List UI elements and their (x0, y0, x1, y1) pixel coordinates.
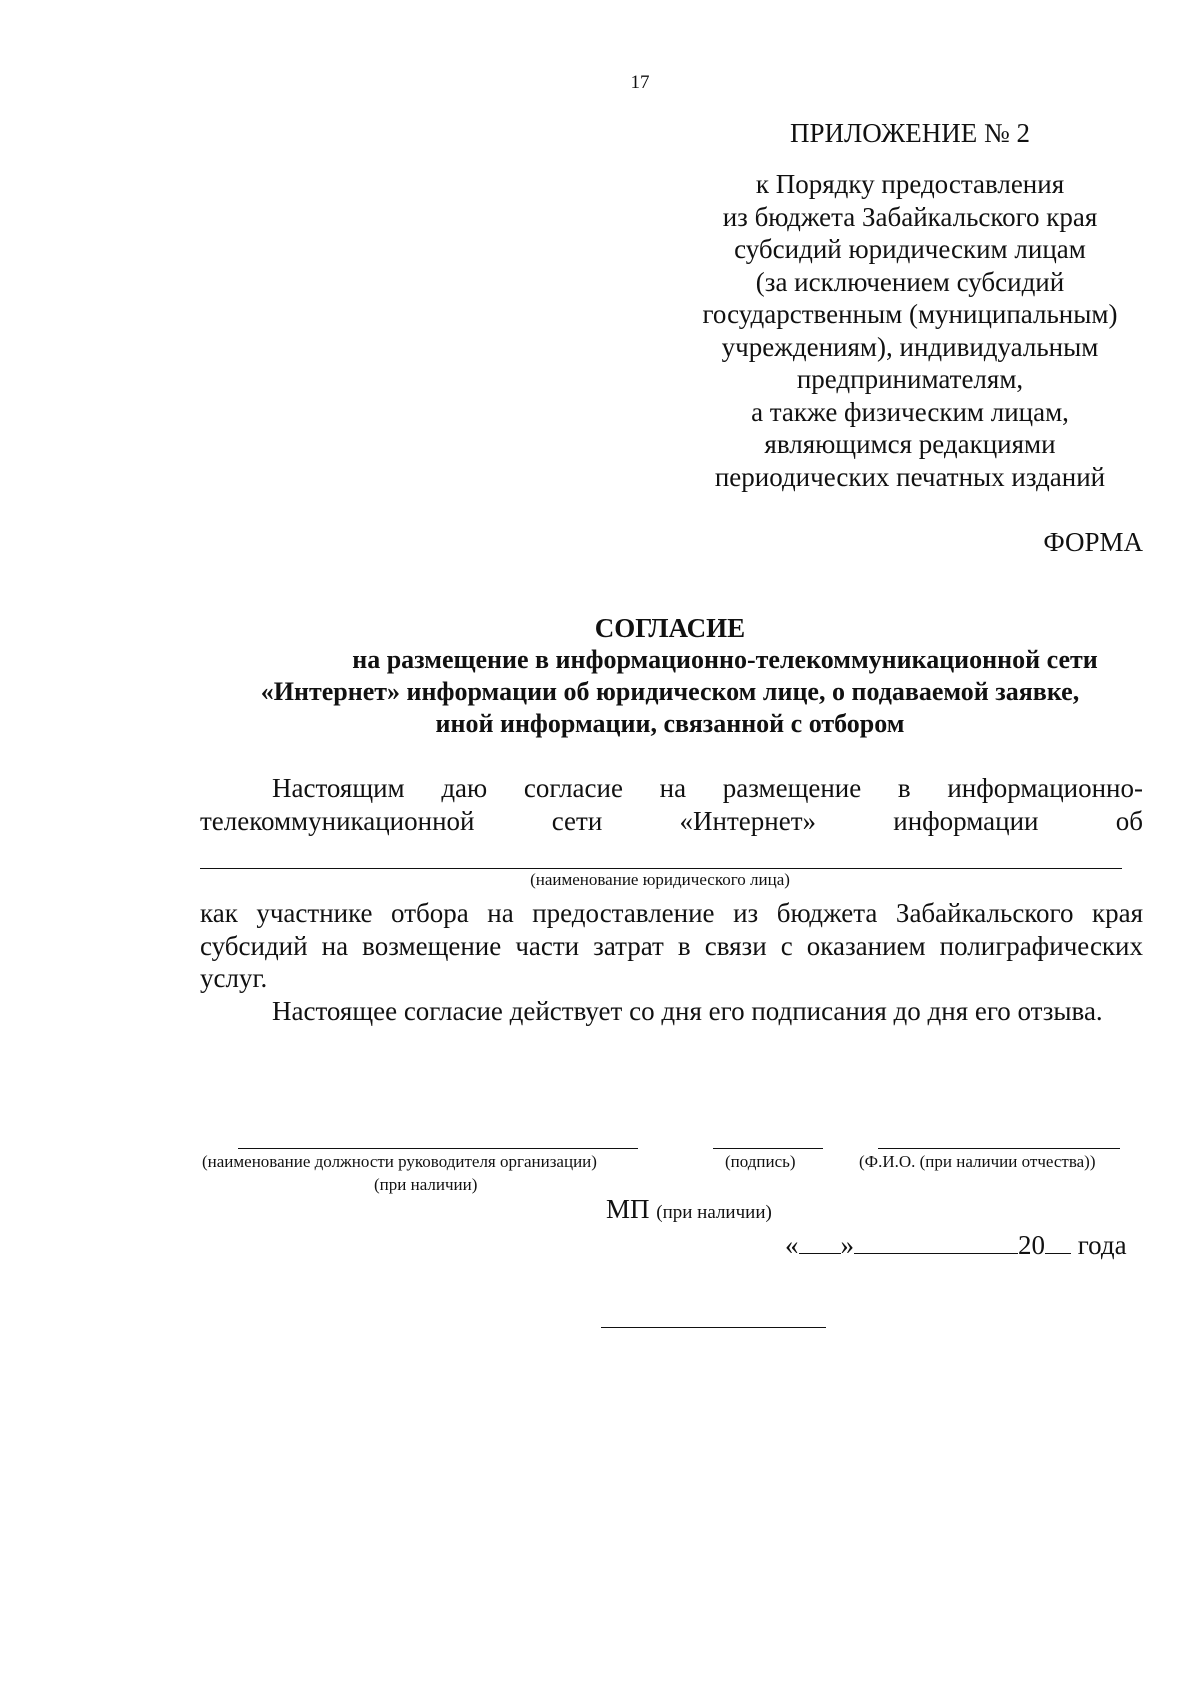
intro-word: об (1115, 805, 1143, 836)
day-blank (799, 1231, 841, 1254)
document-title (200, 612, 1140, 740)
order-reference-line: а также физическим лицам, (751, 396, 1069, 427)
stamp-label: МП (606, 1194, 650, 1224)
title-line: иной информации, связанной с отбором (435, 709, 905, 738)
intro-word: на (659, 773, 687, 803)
intro-word: сети (551, 805, 603, 836)
order-reference-line: субсидий юридическим лицам (734, 234, 1086, 264)
signature-blank-line (713, 1148, 823, 1149)
order-reference-line: (за исключением субсидий (755, 266, 1065, 297)
consent-validity-paragraph: Настоящее согласие действует со дня его подписания до дня его отзыва. (272, 995, 1103, 1026)
intro-word: Настоящим (272, 773, 405, 803)
signature-caption: (подпись) (725, 1152, 796, 1171)
year-blank (1045, 1231, 1071, 1254)
intro-word: в (897, 773, 911, 803)
date-open-quote: « (785, 1230, 799, 1260)
order-reference-line: периодических печатных изданий (714, 461, 1106, 492)
order-reference-line: являющимся редакциями (764, 429, 1056, 459)
order-reference (660, 168, 1160, 493)
entity-name-caption: (наименование юридического лица) (530, 870, 790, 889)
intro-word: информационно- (947, 773, 1143, 803)
order-reference-line: к Порядку предоставления (755, 169, 1065, 199)
full-name-caption: (Ф.И.О. (при наличии отчества)) (859, 1152, 1096, 1171)
appendix-heading: ПРИЛОЖЕНИЕ № 2 (789, 118, 1031, 148)
intro-word: размещение (722, 773, 862, 803)
year-prefix: 20 (1018, 1230, 1045, 1260)
position-note: (при наличии) (374, 1175, 478, 1194)
stamp-note: (при наличии) (656, 1202, 772, 1223)
title-main: СОГЛАСИЕ (594, 613, 746, 643)
intro-word: «Интернет» (679, 805, 816, 836)
consent-intro (200, 772, 1143, 837)
year-word: года (1077, 1230, 1127, 1260)
form-label: ФОРМА (1043, 527, 1143, 557)
intro-line-1 (200, 772, 1143, 805)
stamp-place (606, 1194, 772, 1225)
entity-name-blank-line (200, 868, 1122, 869)
order-reference-line: государственным (муниципальным) (702, 299, 1118, 329)
name-blank-line (878, 1148, 1120, 1149)
position-blank-line (238, 1148, 638, 1149)
intro-word: телекоммуникационной (200, 805, 475, 836)
intro-word: даю (441, 773, 488, 803)
order-reference-line: предпринимателям, (796, 364, 1024, 394)
page-number: 17 (630, 72, 650, 93)
consent-body (200, 897, 1143, 1027)
position-caption: (наименование должности руководителя организации) (202, 1152, 597, 1171)
order-reference-line: учреждениям), индивидуальным (721, 331, 1099, 362)
intro-word: согласие (523, 773, 623, 803)
date-line (785, 1230, 1127, 1261)
title-line: на размещение в информационно-телекоммуникационной сети (352, 645, 1098, 674)
intro-line-2 (200, 805, 1143, 838)
title-line: «Интернет» информации об юридическом лице, о подаваемой заявке, (260, 677, 1080, 706)
month-blank (854, 1231, 1018, 1254)
consent-paragraph: как участнике отбора на предоставление из бюджета Забайкальского края субсидий на возмещение части затрат в связи с оказанием полиграфических услуг. (200, 898, 1143, 993)
date-close-quote: » (840, 1230, 854, 1260)
order-reference-line: из бюджета Забайкальского края (722, 201, 1098, 232)
intro-word: информации (893, 805, 1039, 836)
end-separator-line (601, 1327, 826, 1328)
